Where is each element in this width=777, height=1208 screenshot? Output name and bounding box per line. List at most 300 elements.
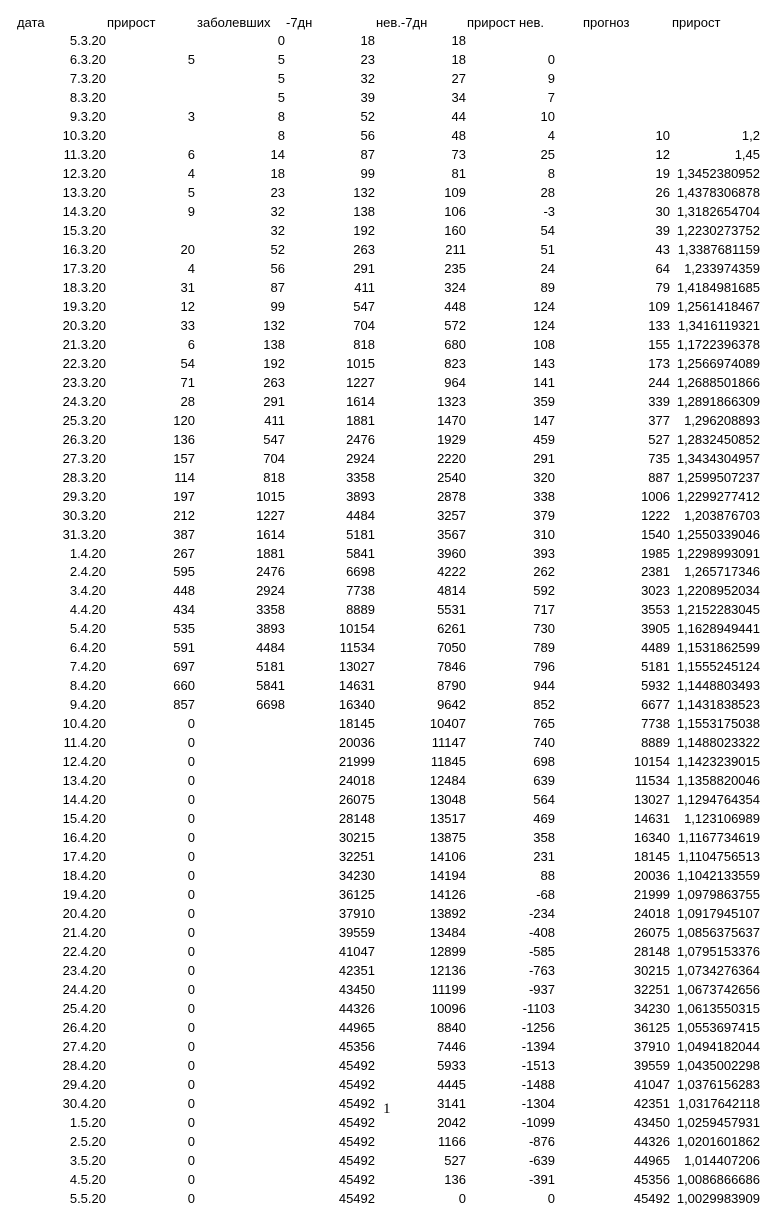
cell-remaining: 2878 xyxy=(437,488,466,504)
header-minus7d: -7дн xyxy=(286,15,313,30)
cell-growth: 0 xyxy=(187,849,195,865)
cell-minus7d: 2924 xyxy=(346,450,375,466)
cell-forecast-growth: 1,1553175038 xyxy=(676,716,760,732)
cell-growth: 197 xyxy=(173,488,195,504)
cell-forecast-growth: 1,0979863755 xyxy=(676,887,760,903)
cell-forecast-growth: 1,0673742656 xyxy=(676,982,760,997)
cell-date: 13.3.20 xyxy=(62,184,106,200)
cell-date: 11.4.20 xyxy=(63,735,106,751)
cell-growth: 0 xyxy=(187,830,195,846)
cell-remaining-growth: 320 xyxy=(533,469,555,485)
cell-growth: 71 xyxy=(180,374,195,390)
cell-forecast: 21999 xyxy=(633,887,670,903)
cell-date: 12.4.20 xyxy=(62,754,106,770)
cell-minus7d: 818 xyxy=(353,336,375,352)
cell-growth: 0 xyxy=(187,1001,195,1016)
cell-forecast: 339 xyxy=(648,393,670,409)
cell-growth: 6 xyxy=(187,146,195,162)
cell-date: 7.4.20 xyxy=(69,659,106,675)
cell-minus7d: 45492 xyxy=(338,1114,375,1130)
cell-date: 11.3.20 xyxy=(63,146,106,162)
cell-remaining-growth: 852 xyxy=(533,697,555,713)
cell-minus7d: 56 xyxy=(360,127,375,143)
cell-date: 5.4.20 xyxy=(69,621,106,637)
cell-date: 30.3.20 xyxy=(62,507,106,523)
cell-minus7d: 20036 xyxy=(338,735,375,751)
cell-cases: 138 xyxy=(263,336,285,352)
cell-forecast-growth: 1,0734276364 xyxy=(676,963,760,978)
cell-remaining: 3567 xyxy=(437,526,466,542)
cell-cases: 132 xyxy=(263,317,285,333)
cell-forecast-growth: 1,0917945107 xyxy=(676,906,760,922)
cell-forecast: 377 xyxy=(648,412,670,428)
cell-cases: 87 xyxy=(270,279,285,295)
cell-forecast-growth: 1,0494182044 xyxy=(676,1038,760,1054)
cell-remaining-growth: 469 xyxy=(533,811,555,827)
cell-remaining-growth: 291 xyxy=(533,450,555,466)
cell-minus7d: 1227 xyxy=(346,374,375,390)
cell-minus7d: 3893 xyxy=(346,488,375,504)
cell-growth: 54 xyxy=(180,355,195,371)
cell-forecast: 16340 xyxy=(633,830,670,846)
cell-remaining-growth: -1394 xyxy=(521,1038,555,1054)
cell-growth: 12 xyxy=(180,298,195,314)
cell-forecast: 45356 xyxy=(633,1171,670,1187)
cell-growth: 0 xyxy=(187,1133,195,1149)
cell-forecast-growth: 1,0029983909 xyxy=(676,1190,760,1206)
cell-forecast: 14631 xyxy=(633,811,670,827)
cell-remaining-growth: 789 xyxy=(533,640,555,656)
cell-cases: 5181 xyxy=(256,659,285,675)
cell-forecast-growth: 1,45 xyxy=(734,146,760,162)
cell-date: 25.4.20 xyxy=(62,1001,106,1016)
cell-remaining: 81 xyxy=(451,165,466,181)
cell-minus7d: 10154 xyxy=(338,621,375,637)
cell-remaining: 5531 xyxy=(437,602,466,618)
cell-forecast-growth: 1,3416119321 xyxy=(677,317,760,333)
cell-forecast-growth: 1,123106989 xyxy=(684,811,760,827)
cell-date: 26.3.20 xyxy=(62,431,106,447)
cell-cases: 192 xyxy=(263,355,285,371)
cell-forecast-growth: 1,0317642118 xyxy=(677,1095,760,1111)
cell-remaining-growth: 10 xyxy=(540,108,555,124)
cell-minus7d: 45356 xyxy=(338,1038,375,1054)
cell-forecast-growth: 1,296208893 xyxy=(684,412,760,428)
cell-forecast: 109 xyxy=(648,298,670,314)
cell-minus7d: 45492 xyxy=(338,1190,375,1206)
cell-growth: 3 xyxy=(187,108,195,124)
cell-remaining-growth: -3 xyxy=(543,203,555,219)
header-cases: заболевших xyxy=(197,15,271,30)
cell-remaining-growth: 24 xyxy=(540,260,555,276)
cell-remaining-growth: 89 xyxy=(540,279,555,295)
cell-remaining: 106 xyxy=(444,203,466,219)
cell-forecast: 34230 xyxy=(633,1001,670,1016)
cell-remaining-growth: 8 xyxy=(547,165,555,181)
cell-cases: 411 xyxy=(264,412,285,428)
cell-forecast-growth: 1,0086866686 xyxy=(676,1171,760,1187)
cell-remaining: 7446 xyxy=(437,1038,466,1054)
cell-minus7d: 704 xyxy=(353,317,375,333)
cell-minus7d: 1015 xyxy=(346,355,375,371)
cell-forecast: 244 xyxy=(648,374,670,390)
cell-forecast-growth: 1,1488023322 xyxy=(676,735,760,751)
cell-minus7d: 411 xyxy=(354,279,375,295)
cell-date: 1.4.20 xyxy=(69,545,106,561)
cell-remaining: 73 xyxy=(451,146,466,162)
cell-forecast: 43 xyxy=(655,241,670,257)
cell-growth: 0 xyxy=(187,1020,195,1035)
cell-forecast-growth: 1,4378306878 xyxy=(676,184,760,200)
cell-forecast: 527 xyxy=(648,431,670,447)
cell-minus7d: 87 xyxy=(360,146,375,162)
cell-date: 13.4.20 xyxy=(62,773,106,789)
cell-growth: 0 xyxy=(187,1152,195,1168)
cell-forecast: 26075 xyxy=(633,925,670,941)
cell-growth: 0 xyxy=(187,887,195,903)
cell-remaining-growth: -1488 xyxy=(521,1076,555,1092)
cell-date: 17.4.20 xyxy=(62,849,106,865)
cell-remaining-growth: 592 xyxy=(533,583,555,599)
cell-date: 4.4.20 xyxy=(69,602,106,618)
cell-remaining: 11199 xyxy=(431,982,466,997)
cell-remaining: 4445 xyxy=(437,1076,466,1092)
cell-remaining: 13048 xyxy=(429,792,466,808)
cell-date: 10.3.20 xyxy=(62,127,106,143)
cell-forecast-growth: 1,2599507237 xyxy=(676,469,760,485)
cell-date: 21.4.20 xyxy=(62,925,106,941)
cell-date: 18.4.20 xyxy=(62,868,106,884)
cell-remaining-growth: -639 xyxy=(528,1152,555,1168)
cell-remaining-growth: -68 xyxy=(536,887,555,903)
cell-growth: 535 xyxy=(173,621,195,637)
cell-minus7d: 23 xyxy=(360,52,375,67)
cell-forecast: 3905 xyxy=(641,621,670,637)
cell-remaining-growth: -1103 xyxy=(522,1001,555,1016)
cell-cases: 704 xyxy=(263,450,285,466)
cell-forecast-growth: 1,0613550315 xyxy=(676,1001,760,1016)
cell-date: 26.4.20 xyxy=(62,1020,106,1035)
cell-minus7d: 132 xyxy=(353,184,375,200)
cell-date: 12.3.20 xyxy=(62,165,106,181)
cell-forecast: 5181 xyxy=(641,659,670,675)
cell-minus7d: 5841 xyxy=(346,545,375,561)
cell-cases: 23 xyxy=(270,184,285,200)
cell-minus7d: 4484 xyxy=(346,507,375,523)
cell-remaining-growth: 379 xyxy=(533,507,555,523)
cell-remaining: 680 xyxy=(444,336,466,352)
cell-forecast: 43450 xyxy=(633,1114,670,1130)
cell-forecast: 20036 xyxy=(633,868,670,884)
cell-remaining-growth: -585 xyxy=(528,944,555,959)
cell-growth: 0 xyxy=(187,792,195,808)
cell-growth: 136 xyxy=(173,431,195,447)
cell-forecast: 42351 xyxy=(633,1095,670,1111)
cell-forecast-growth: 1,2566974089 xyxy=(676,355,760,371)
cell-minus7d: 21999 xyxy=(338,754,375,770)
cell-growth: 5 xyxy=(187,184,195,200)
cell-date: 25.3.20 xyxy=(62,412,106,428)
cell-remaining: 448 xyxy=(444,298,466,314)
cell-cases: 56 xyxy=(270,260,285,276)
cell-growth: 0 xyxy=(187,1171,195,1187)
cell-growth: 157 xyxy=(173,450,195,466)
cell-forecast-growth: 1,1294764354 xyxy=(676,792,760,808)
cell-growth: 591 xyxy=(173,640,195,656)
cell-forecast-growth: 1,0259457931 xyxy=(676,1114,760,1130)
cell-forecast: 37910 xyxy=(633,1038,670,1054)
cell-date: 4.5.20 xyxy=(69,1171,106,1187)
cell-minus7d: 45492 xyxy=(338,1095,375,1111)
cell-remaining: 48 xyxy=(451,127,466,143)
cell-growth: 31 xyxy=(180,279,195,295)
cell-date: 28.4.20 xyxy=(62,1057,106,1073)
cell-forecast: 133 xyxy=(648,317,670,333)
cell-date: 16.4.20 xyxy=(62,830,106,846)
cell-remaining-growth: 231 xyxy=(533,849,555,865)
cell-remaining: 4222 xyxy=(437,564,466,580)
cell-minus7d: 263 xyxy=(353,241,375,257)
cell-minus7d: 16340 xyxy=(338,697,375,713)
cell-date: 31.3.20 xyxy=(62,526,106,542)
cell-remaining-growth: 147 xyxy=(533,412,555,428)
cell-date: 1.5.20 xyxy=(69,1114,106,1130)
cell-forecast: 64 xyxy=(655,260,670,276)
cell-remaining: 18 xyxy=(451,33,466,48)
cell-remaining: 3960 xyxy=(437,545,466,561)
cell-date: 23.3.20 xyxy=(62,374,106,390)
cell-remaining: 572 xyxy=(444,317,466,333)
cell-minus7d: 18 xyxy=(360,33,375,48)
cell-growth: 0 xyxy=(187,716,195,732)
cell-forecast: 30215 xyxy=(633,963,670,978)
cell-date: 20.4.20 xyxy=(62,906,106,922)
cell-forecast-growth: 1,1167734619 xyxy=(677,830,760,846)
cell-remaining: 7050 xyxy=(437,640,466,656)
cell-forecast-growth: 1,1531862599 xyxy=(676,640,760,656)
cell-minus7d: 99 xyxy=(360,165,375,181)
cell-remaining: 964 xyxy=(444,374,466,390)
cell-remaining: 1470 xyxy=(437,412,466,428)
cell-forecast: 28148 xyxy=(633,944,670,959)
cell-date: 6.4.20 xyxy=(69,640,106,656)
cell-forecast-growth: 1,2299277412 xyxy=(676,488,760,504)
cell-minus7d: 39559 xyxy=(338,925,375,941)
cell-minus7d: 1881 xyxy=(346,412,375,428)
cell-remaining-growth: 124 xyxy=(533,317,555,333)
cell-forecast: 39559 xyxy=(633,1057,670,1073)
cell-forecast: 1985 xyxy=(641,545,670,561)
cell-remaining: 8840 xyxy=(437,1020,466,1035)
cell-forecast: 44965 xyxy=(633,1152,670,1168)
cell-growth: 0 xyxy=(187,754,195,770)
cell-remaining-growth: 730 xyxy=(533,621,555,637)
cell-forecast-growth: 1,2230273752 xyxy=(676,222,760,238)
header-forecast-growth: прирост xyxy=(672,15,721,30)
cell-forecast: 3023 xyxy=(641,583,670,599)
cell-minus7d: 43450 xyxy=(338,982,375,997)
cell-remaining: 8790 xyxy=(437,678,466,694)
cell-cases: 1881 xyxy=(256,545,285,561)
cell-remaining-growth: 0 xyxy=(547,1190,555,1206)
cell-growth: 448 xyxy=(173,583,195,599)
cell-date: 9.4.20 xyxy=(69,697,106,713)
cell-remaining-growth: -391 xyxy=(528,1171,555,1187)
cell-remaining: 13484 xyxy=(429,925,466,941)
cell-remaining: 1929 xyxy=(437,431,466,447)
header-remaining: нев.-7дн xyxy=(376,15,428,30)
cell-date: 14.3.20 xyxy=(62,203,106,219)
cell-growth: 33 xyxy=(180,317,195,333)
cell-minus7d: 45492 xyxy=(338,1152,375,1168)
cell-remaining-growth: 459 xyxy=(533,431,555,447)
cell-remaining: 18 xyxy=(451,52,466,67)
cell-growth: 0 xyxy=(187,982,195,997)
cell-forecast: 4489 xyxy=(641,640,670,656)
cell-remaining: 823 xyxy=(444,355,466,371)
cell-remaining-growth: -1513 xyxy=(521,1057,555,1073)
cell-date: 24.3.20 xyxy=(62,393,106,409)
cell-growth: 0 xyxy=(187,1076,195,1092)
cell-growth: 0 xyxy=(187,868,195,884)
cell-remaining: 44 xyxy=(451,108,466,124)
cell-forecast-growth: 1,265717346 xyxy=(684,564,760,580)
cell-date: 2.4.20 xyxy=(69,564,106,580)
cell-forecast-growth: 1,2550339046 xyxy=(676,526,760,542)
cell-remaining-growth: 262 xyxy=(533,564,555,580)
cell-forecast: 36125 xyxy=(633,1020,670,1035)
cell-forecast-growth: 1,0795153376 xyxy=(676,944,760,959)
cell-forecast-growth: 1,203876703 xyxy=(684,507,760,523)
cell-forecast-growth: 1,3182654704 xyxy=(676,203,760,219)
cell-cases: 4484 xyxy=(256,640,285,656)
cell-remaining: 14126 xyxy=(429,887,466,903)
cell-remaining: 6261 xyxy=(437,621,466,637)
cell-forecast: 3553 xyxy=(641,602,670,618)
cell-forecast-growth: 1,2561418467 xyxy=(676,298,760,314)
cell-date: 29.3.20 xyxy=(62,488,106,504)
cell-remaining-growth: 740 xyxy=(533,735,555,751)
cell-forecast-growth: 1,2832450852 xyxy=(676,431,760,447)
cell-forecast-growth: 1,3434304957 xyxy=(676,450,760,466)
cell-minus7d: 18145 xyxy=(338,716,375,732)
cell-forecast-growth: 1,0856375637 xyxy=(676,925,760,941)
cell-forecast: 8889 xyxy=(641,735,670,751)
cell-minus7d: 41047 xyxy=(338,944,375,959)
cell-minus7d: 291 xyxy=(353,260,375,276)
cell-remaining-growth: -1256 xyxy=(521,1020,555,1035)
cell-remaining: 527 xyxy=(444,1152,466,1168)
cell-forecast: 887 xyxy=(648,469,670,485)
cell-remaining-growth: 25 xyxy=(540,146,555,162)
cell-forecast: 13027 xyxy=(633,792,670,808)
cell-date: 27.4.20 xyxy=(62,1038,106,1054)
cell-remaining: 9642 xyxy=(437,697,466,713)
cell-date: 5.5.20 xyxy=(69,1190,106,1206)
cell-minus7d: 26075 xyxy=(338,792,375,808)
cell-minus7d: 5181 xyxy=(346,526,375,542)
cell-remaining-growth: 796 xyxy=(533,659,555,675)
cell-cases: 263 xyxy=(263,374,285,390)
cell-remaining-growth: -937 xyxy=(528,982,555,997)
cell-remaining: 2540 xyxy=(437,469,466,485)
cell-forecast: 45492 xyxy=(633,1190,670,1206)
cell-cases: 5 xyxy=(277,71,285,86)
cell-minus7d: 45492 xyxy=(338,1057,375,1073)
cell-growth: 5 xyxy=(187,52,195,67)
cell-remaining: 2042 xyxy=(437,1114,466,1130)
cell-remaining: 12136 xyxy=(429,963,466,978)
cell-forecast-growth: 1,1431838523 xyxy=(676,697,760,713)
cell-forecast-growth: 1,0553697415 xyxy=(676,1020,760,1035)
cell-forecast: 10154 xyxy=(633,754,670,770)
cell-growth: 0 xyxy=(187,1114,195,1130)
cell-remaining-growth: -876 xyxy=(528,1133,555,1149)
cell-remaining-growth: 28 xyxy=(540,184,555,200)
cell-forecast: 12 xyxy=(655,146,670,162)
cell-minus7d: 44965 xyxy=(338,1020,375,1035)
cell-remaining-growth: -763 xyxy=(528,963,555,978)
cell-forecast: 173 xyxy=(648,355,670,371)
cell-forecast: 1006 xyxy=(641,488,670,504)
cell-cases: 1614 xyxy=(256,526,285,542)
cell-forecast-growth: 1,0201601862 xyxy=(676,1133,760,1149)
cell-growth: 0 xyxy=(187,944,195,959)
cell-remaining: 160 xyxy=(444,222,466,238)
cell-forecast-growth: 1,1448803493 xyxy=(676,678,760,694)
cell-forecast-growth: 1,2152283045 xyxy=(676,602,760,618)
cell-minus7d: 32 xyxy=(360,71,375,86)
cell-minus7d: 52 xyxy=(360,108,375,124)
cell-remaining: 12899 xyxy=(429,944,466,959)
cell-remaining: 14106 xyxy=(429,849,466,865)
page-number: 1 xyxy=(383,1101,391,1117)
cell-remaining: 3141 xyxy=(437,1095,466,1111)
cell-forecast: 6677 xyxy=(641,697,670,713)
cell-forecast-growth: 1,2891866309 xyxy=(676,393,760,409)
cell-remaining-growth: 564 xyxy=(533,792,555,808)
cell-date: 7.3.20 xyxy=(69,71,106,86)
cell-minus7d: 45492 xyxy=(338,1133,375,1149)
cell-date: 9.3.20 xyxy=(69,108,106,124)
cell-cases: 99 xyxy=(270,298,285,314)
cell-minus7d: 2476 xyxy=(346,431,375,447)
cell-cases: 8 xyxy=(277,108,285,124)
cell-growth: 660 xyxy=(173,678,195,694)
cell-forecast-growth: 1,1555245124 xyxy=(676,659,760,675)
cell-date: 18.3.20 xyxy=(62,279,106,295)
cell-remaining-growth: 358 xyxy=(533,830,555,846)
cell-forecast: 1222 xyxy=(641,507,670,523)
cell-remaining-growth: 51 xyxy=(540,241,555,257)
cell-forecast-growth: 1,1042133559 xyxy=(676,868,760,884)
cell-remaining-growth: -234 xyxy=(528,906,555,922)
cell-minus7d: 39 xyxy=(360,89,375,105)
cell-cases: 6698 xyxy=(256,697,285,713)
cell-remaining: 235 xyxy=(444,260,466,276)
cell-remaining: 13892 xyxy=(429,906,466,922)
cell-date: 8.3.20 xyxy=(69,89,106,105)
cell-remaining: 10407 xyxy=(429,716,466,732)
cell-remaining-growth: -408 xyxy=(528,925,555,941)
cell-remaining: 0 xyxy=(458,1190,466,1206)
cell-remaining-growth: 0 xyxy=(547,52,555,67)
cell-remaining: 1166 xyxy=(438,1133,466,1149)
cell-minus7d: 44326 xyxy=(338,1001,375,1016)
cell-cases: 1227 xyxy=(256,507,285,523)
cell-forecast-growth: 1,0435002298 xyxy=(676,1057,760,1073)
cell-minus7d: 45492 xyxy=(338,1076,375,1092)
